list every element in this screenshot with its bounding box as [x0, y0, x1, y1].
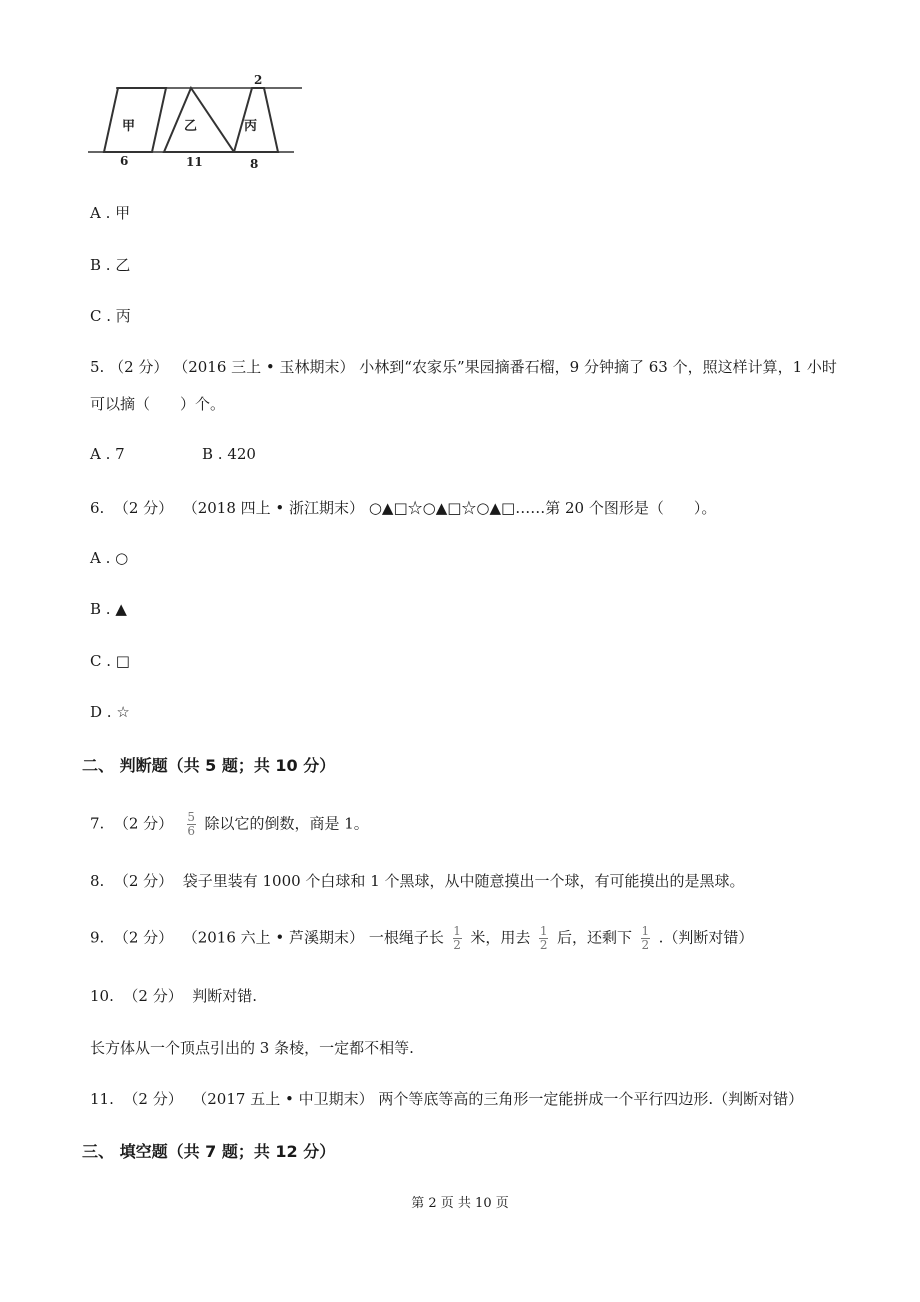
q10-line2: 长方体从一个顶点引出的 3 条棱，一定都不相等.: [90, 1039, 414, 1057]
q10-line: 10. （2 分） 判断对错.: [90, 987, 258, 1005]
q6-option-b: B . ▲: [90, 600, 127, 618]
page-footer: 第 2 页 共 10 页: [411, 1196, 509, 1211]
fraction-1-2: $\frac{1}{2}$: [453, 924, 461, 952]
figure-bottom-number-3: 8: [250, 157, 259, 171]
q5-option-a: A . 7: [90, 445, 125, 463]
shapes-figure: [86, 72, 306, 172]
q11-line: 11. （2 分） （2017 五上 • 中卫期末） 两个等底等高的三角形一定能拼成一个平行四边形.（判断对错）: [90, 1090, 804, 1108]
figure-label-jia: 甲: [122, 119, 136, 134]
q6-line: 6. （2 分） （2018 四上 • 浙江期末） ○▲□☆○▲□☆○▲□……第 20 个图形是（ ）。: [90, 499, 717, 517]
fraction-1-2: $\frac{1}{2}$: [641, 924, 650, 952]
q5-option-b: B . 420: [202, 445, 256, 463]
q4-option-c: C . 丙: [90, 307, 131, 325]
fraction-1-2: $\frac{1}{2}$: [539, 924, 548, 952]
figure-label-bing: 丙: [244, 119, 258, 134]
figure-top-number: 2: [254, 73, 263, 87]
q6-option-a: A . ○: [90, 549, 129, 567]
q4-option-a: A . 甲: [90, 204, 131, 222]
q6-option-d: D . ☆: [90, 703, 130, 721]
fraction-5-6: $\frac{5}{6}$: [187, 810, 196, 838]
q9-line: 9. （2 分） （2016 六上 • 芦溪期末） 一根绳子长 $\frac{1}{2}$ 米，用去 $\frac{1}{2}$ 后，还剩下 $\frac{1}{2}$ .（判断对错）: [90, 924, 754, 952]
q5-line2: 可以摘（ ）个。: [90, 395, 226, 413]
figure-bottom-number-1: 6: [120, 154, 129, 168]
figure-bottom-number-2: 11: [186, 155, 203, 169]
q6-option-c: C . □: [90, 652, 130, 670]
q4-option-b: B . 乙: [90, 256, 131, 274]
q7-line: 7. （2 分） $\frac{5}{6}$ 除以它的倒数，商是 1。: [90, 810, 369, 838]
section-2-title: 二、 判断题（共 5 题；共 10 分）: [82, 756, 336, 775]
q5-line1: 5. （2 分） （2016 三上 • 玉林期末） 小林到“农家乐”果园摘番石榴，9 分钟摘了 63 个，照这样计算，1 小时: [90, 358, 837, 376]
figure-label-yi: 乙: [184, 119, 198, 134]
section-3-title: 三、 填空题（共 7 题；共 12 分）: [82, 1142, 336, 1161]
q8-line: 8. （2 分） 袋子里装有 1000 个白球和 1 个黑球，从中随意摸出一个球，有可能摸出的是黑球。: [90, 872, 745, 890]
